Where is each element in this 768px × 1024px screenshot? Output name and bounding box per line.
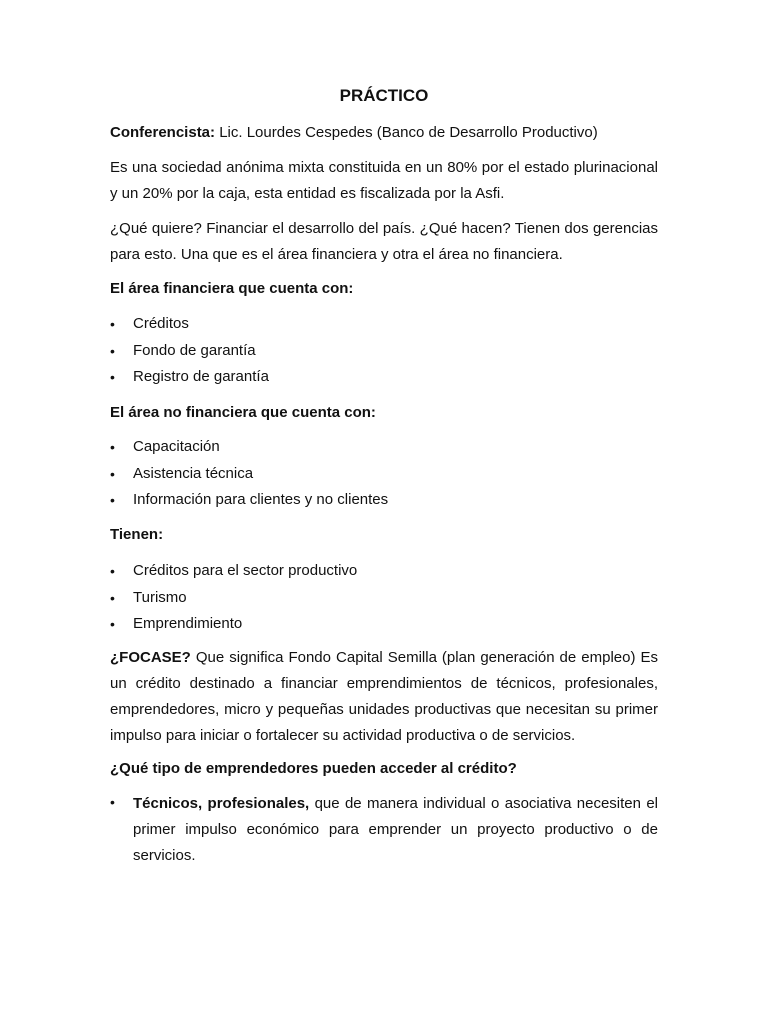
conferencista-label: Conferencista: (110, 124, 216, 141)
area-financiera-list (110, 314, 658, 394)
focase-text: Que significa Fondo Capital Semilla (plan generación de empleo) Es un crédito destinado a financiar emprendimientos de técnicos, profesionales, emprendedores, micro y pequeñas unidades productivas que necesitan su primer impulso para iniciar o fortalecer su actividad productiva o de servicios. (110, 649, 658, 744)
bullet-icon: • (110, 369, 115, 385)
list-item-text: Fondo de garantía (133, 341, 256, 359)
tienen-heading: Tienen: (110, 526, 164, 543)
bullet-icon: • (110, 794, 115, 810)
list-item-text: Registro de garantía (133, 368, 269, 385)
conferencista-line (110, 120, 658, 146)
list-item-text: Asistencia técnica (133, 464, 254, 482)
tienen-list (110, 561, 658, 641)
bullet-icon: • (110, 439, 115, 455)
list-item (110, 490, 658, 517)
que-quiere-paragraph: ¿Qué quiere? Financiar el desarrollo del país. ¿Qué hacen? Tienen dos gerencias para esto. Una que es el área financiera y otra el área no financiera. (110, 220, 658, 263)
bullet-icon: • (110, 589, 115, 606)
focase-label: ¿FOCASE? (110, 649, 191, 666)
document-title: PRÁCTICO (339, 86, 429, 105)
area-no-financiera-list (110, 437, 658, 517)
list-item-text: Capacitación (133, 438, 220, 455)
tipo-emprendedores-item-text (133, 791, 658, 869)
bullet-icon: • (110, 342, 115, 359)
tipo-emprendedores-item (110, 791, 658, 869)
list-item-text: Créditos para el sector productivo (133, 562, 358, 579)
tipo-emprendedores-item-body: que de manera individual o asociativa necesiten el primer impulso económico para emprender un proyecto productivo o de servicios. (133, 795, 658, 864)
area-no-financiera-heading: El área no financiera que cuenta con: (110, 404, 376, 421)
list-item (110, 314, 658, 341)
list-item (110, 341, 658, 368)
list-item-text: Emprendimiento (133, 615, 243, 632)
bullet-icon: • (110, 492, 115, 508)
list-item (110, 437, 658, 464)
bullet-icon: • (110, 563, 115, 579)
bullet-icon: • (110, 465, 115, 482)
bullet-icon: • (110, 316, 115, 332)
list-item-text: Turismo (133, 588, 187, 606)
list-item (110, 588, 658, 615)
conferencista-value: Lic. Lourdes Cespedes (Banco de Desarrollo Productivo) (215, 124, 598, 141)
list-item-text: Información para clientes y no clientes (133, 491, 389, 508)
list-item (110, 464, 658, 491)
list-item (110, 561, 658, 588)
list-item (110, 367, 658, 394)
tipo-emprendedores-heading: ¿Qué tipo de emprendedores pueden acceder al crédito? (110, 760, 517, 777)
focase-paragraph (110, 645, 658, 749)
intro-paragraph: Es una sociedad anónima mixta constituida en un 80% por el estado plurinacional y un 20% por la caja, esta entidad es fiscalizada por la Asfi. (110, 159, 658, 202)
area-financiera-heading: El área financiera que cuenta con: (110, 280, 354, 297)
bullet-icon: • (110, 616, 115, 632)
tipo-emprendedores-item-label: Técnicos, profesionales, (133, 795, 310, 812)
list-item (110, 614, 658, 641)
list-item-text: Créditos (133, 315, 189, 332)
